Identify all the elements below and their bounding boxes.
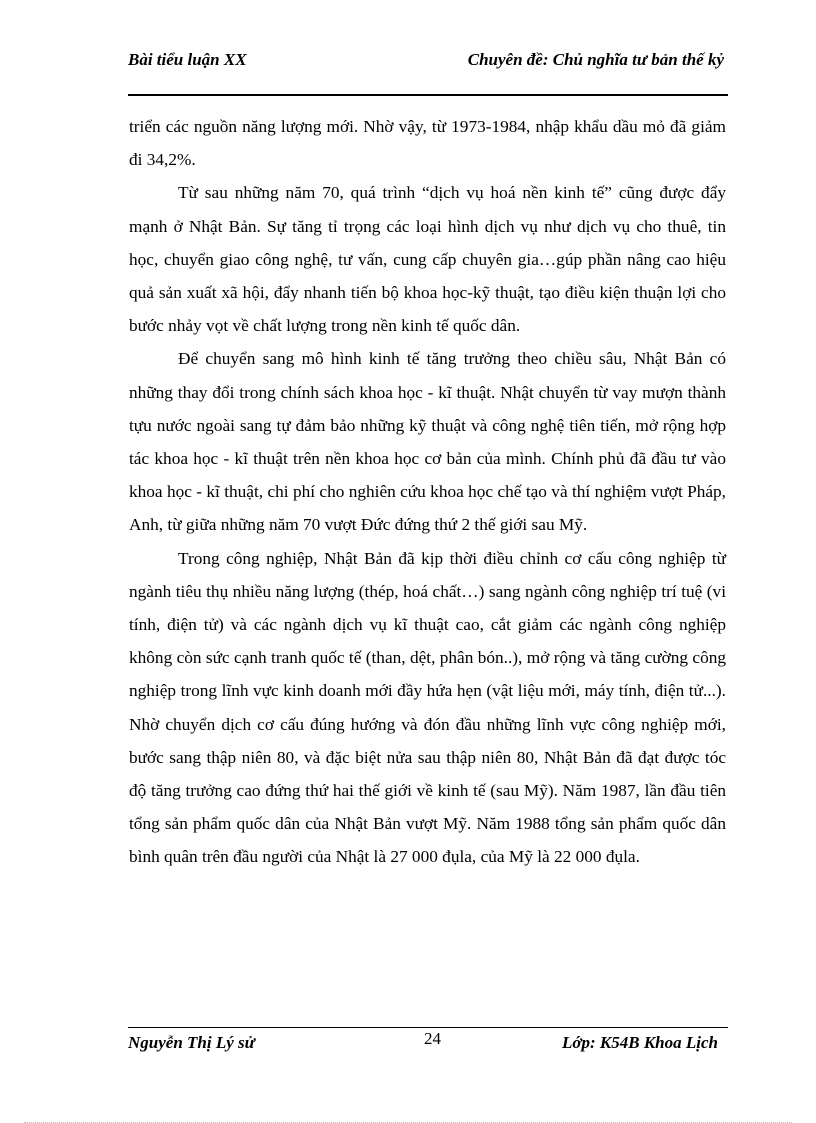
paragraph-science-policy: Để chuyển sang mô hình kinh tế tăng trưởng theo chiều sâu, Nhật Bản có những thay đổi trong chính sách khoa học - kĩ thuật. Nhật chuyển từ vay mượn thành tựu nước ngoài sang tự đảm bảo những kỹ thuật và công nghệ tiên tiến, mở rộng hợp tác khoa học - kĩ thuật trên nền khoa học cơ bản của mình. Chính phủ đã đầu tư vào khoa học - kĩ thuật, chi phí cho nghiên cứu khoa học chế tạo và thí nghiệm vượt Pháp, Anh, từ giữa những năm 70 vượt Đức đứng thứ 2 thế giới sau Mỹ.: [129, 349, 726, 535]
document-body: [129, 110, 726, 874]
page-number: 24: [424, 1029, 441, 1048]
header-document-type: Bài tiểu luận XX: [128, 50, 247, 69]
header-topic: Chuyên đề: Chủ nghĩa tư bản thế kỷ: [467, 50, 724, 69]
paragraph-continuation: triển các nguồn năng lượng mới. Nhờ vậy, từ 1973-1984, nhập khẩu dầu mỏ đã giảm đi 34,2%.: [129, 117, 726, 170]
page-footer: [128, 1027, 728, 1080]
footer-author: Nguyễn Thị Lý sử: [128, 1033, 255, 1052]
paragraph-industry: Trong công nghiệp, Nhật Bản đã kịp thời điều chỉnh cơ cấu công nghiệp từ ngành tiêu thụ nhiều năng lượng (thép, hoá chất…) sang ngành công nghiệp trí tuệ (vi tính, điện tử) và các ngành dịch vụ kĩ thuật cao, cắt giảm các ngành công nghiệp không còn sức cạnh tranh quốc tế (than, dệt, phân bón..), mở rộng và tăng cường công nghiệp trong lĩnh vực kinh doanh mới đầy hứa hẹn (vật liệu mới, máy tính, điện tử...). Nhờ chuyển dịch cơ cấu đúng hướng và đón đầu những lĩnh vực công nghiệp mới, bước sang thập niên 80, và đặc biệt nửa sau thập niên 80, Nhật Bản đã đạt được tóc độ tăng trưởng cao đứng thứ hai thế giới về kinh tế (sau Mỹ). Năm 1987, lần đầu tiên tổng sản phẩm quốc dân của Nhật Bản vượt Mỹ. Năm 1988 tổng sản phẩm quốc dân bình quân trên đầu người của Nhật là 27 000 đụla, của Mỹ là 22 000 đụla.: [129, 548, 726, 867]
page-header: [128, 46, 728, 96]
footer-class: Lớp: K54B Khoa Lịch: [562, 1033, 718, 1052]
paragraph-service-economy: Từ sau những năm 70, quá trình “dịch vụ hoá nền kinh tế” cũng được đẩy mạnh ở Nhật Bản. Sự tăng tỉ trọng các loại hình dịch vụ như dịch vụ cho thuê, tin học, chuyển giao công nghệ, tư vấn, cung cấp chuyên gia…gúp phần nâng cao hiệu quả sản xuất xã hội, đẩy nhanh tiến bộ khoa học-kỹ thuật, tạo điều kiện thuận lợi cho bước nhảy vọt về chất lượng trong nền kinh tế quốc dân.: [129, 183, 726, 336]
